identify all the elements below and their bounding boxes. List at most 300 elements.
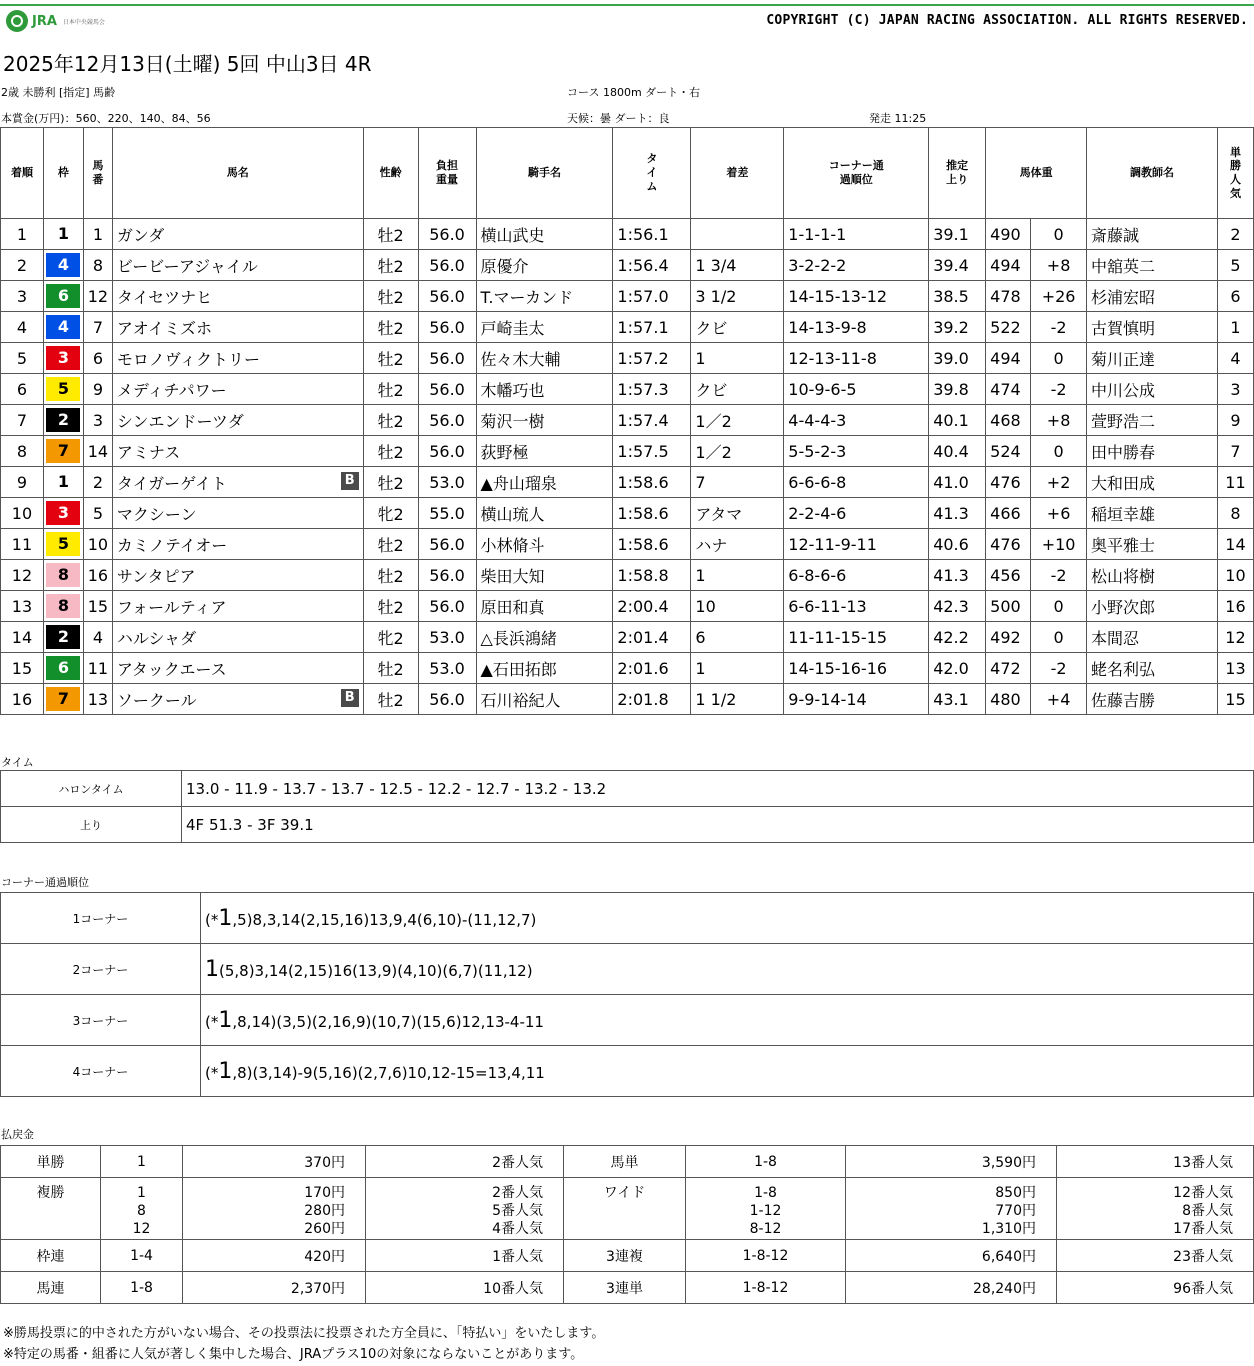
tansho-combo: 1 (101, 1146, 183, 1178)
sex-age: 牡2 (363, 312, 418, 343)
win-popularity: 11 (1217, 467, 1253, 498)
jockey-name[interactable]: 原田和真 (476, 591, 613, 622)
body-weight: 490 (986, 219, 1031, 250)
sanrentan-pop: 96番人気 (1057, 1272, 1254, 1304)
result-row (1, 219, 1254, 250)
sex-age: 牡2 (363, 467, 418, 498)
body-weight: 466 (986, 498, 1031, 529)
fukusho-combo: 8 (137, 1203, 146, 1219)
horse-name[interactable] (112, 219, 363, 250)
sanrenpuku-amount: 6,640円 (846, 1240, 1057, 1272)
body-weight: 468 (986, 405, 1031, 436)
jockey-name[interactable]: 横山武史 (476, 219, 613, 250)
horse-name[interactable] (112, 343, 363, 374)
wide-pop: 17番人気 (1173, 1221, 1233, 1237)
result-row (1, 498, 1254, 529)
win-popularity: 14 (1217, 529, 1253, 560)
page-header (0, 0, 1254, 36)
finish-time: 1:58.6 (613, 498, 691, 529)
horse-name-link[interactable]: ソークール (116, 690, 197, 710)
trainer-name[interactable]: 田中勝春 (1087, 436, 1218, 467)
horse-name-link[interactable]: メディチパワー (116, 380, 227, 400)
jockey-name[interactable]: ▲石田拓郎 (476, 653, 613, 684)
wide-combos (686, 1178, 846, 1240)
last-time-label: 上り (1, 807, 182, 843)
header-bodyweight: 馬体重 (986, 128, 1087, 219)
margin: 1 3/4 (691, 250, 784, 281)
margin: 6 (691, 622, 784, 653)
jockey-name[interactable]: 佐々木大輔 (476, 343, 613, 374)
sex-age: 牡2 (363, 281, 418, 312)
sanrenpuku-pop: 23番人気 (1057, 1240, 1254, 1272)
horse-name-link[interactable]: タイガーゲイト (116, 473, 227, 493)
finish-time: 1:58.6 (613, 467, 691, 498)
corner-label: 1コーナー (1, 893, 201, 944)
margin (691, 219, 784, 250)
fukusho-combos (101, 1178, 183, 1240)
finish-time: 1:57.4 (613, 405, 691, 436)
horse-name[interactable] (112, 405, 363, 436)
win-popularity: 8 (1217, 498, 1253, 529)
waku-badge: 2 (46, 625, 80, 649)
trainer-name[interactable]: 斎藤誠 (1087, 219, 1218, 250)
rank-cell: 15 (1, 653, 44, 684)
tansho-label: 単勝 (1, 1146, 101, 1178)
corner-order-rest: (5,8)3,14(2,15)16(13,9)(4,10)(6,7)(11,12) (219, 961, 533, 980)
fukusho-amount: 280円 (304, 1203, 345, 1219)
waku-cell (43, 219, 83, 250)
sex-age: 牡2 (363, 591, 418, 622)
horse-name-link[interactable]: モロノヴィクトリー (116, 349, 260, 369)
jockey-name[interactable]: 荻野極 (476, 436, 613, 467)
body-weight: 476 (986, 467, 1031, 498)
waku-cell (43, 622, 83, 653)
last-3f: 41.3 (929, 560, 986, 591)
waku-cell (43, 281, 83, 312)
body-weight-diff: 0 (1031, 343, 1087, 374)
jockey-name[interactable]: 柴田大知 (476, 560, 613, 591)
sex-age: 牡2 (363, 343, 418, 374)
logo-text: JRA (32, 13, 57, 29)
wide-pop: 12番人気 (1173, 1185, 1233, 1201)
sanrentan-amount: 28,240円 (846, 1272, 1057, 1304)
result-row (1, 343, 1254, 374)
result-row (1, 467, 1254, 498)
wide-combo: 1-8 (754, 1185, 777, 1201)
waku-badge: 6 (46, 284, 80, 308)
corner-order (201, 944, 1254, 995)
jockey-name[interactable]: 菊沢一樹 (476, 405, 613, 436)
corner-table (0, 892, 1254, 1097)
note-special-payout: ※勝馬投票に的中された方がいない場合、その投票法に投票された方全員に、「特払い」をいたします。 (3, 1326, 605, 1341)
umatan-label: 馬単 (564, 1146, 686, 1178)
margin: 1 1/2 (691, 684, 784, 715)
horse-name-link[interactable]: シンエンドーツダ (116, 411, 244, 431)
margin: 1 (691, 653, 784, 684)
result-row (1, 653, 1254, 684)
jockey-name[interactable]: 戸崎圭太 (476, 312, 613, 343)
sex-age: 牡2 (363, 653, 418, 684)
trainer-name[interactable]: 中舘英二 (1087, 250, 1218, 281)
umaban-cell: 11 (83, 653, 112, 684)
corner-order-rest: ,8,14)(3,5)(2,16,9)(10,7)(15,6)12,13-4-11 (232, 1012, 544, 1031)
body-weight: 492 (986, 622, 1031, 653)
finish-time: 1:57.5 (613, 436, 691, 467)
horse-name-link[interactable]: アタックエース (116, 659, 227, 679)
rank-cell: 10 (1, 498, 44, 529)
horse-name-link[interactable]: アオイミズホ (116, 318, 212, 338)
margin: クビ (691, 312, 784, 343)
corner-row (1, 893, 1254, 944)
finish-time: 1:58.6 (613, 529, 691, 560)
trainer-name[interactable]: 奥平雅士 (1087, 529, 1218, 560)
win-popularity: 6 (1217, 281, 1253, 312)
trainer-name[interactable]: 大和田成 (1087, 467, 1218, 498)
horse-name-link[interactable]: マクシーン (116, 504, 197, 524)
horse-name[interactable] (112, 498, 363, 529)
rank-cell: 16 (1, 684, 44, 715)
trainer-name[interactable]: 古賀慎明 (1087, 312, 1218, 343)
horse-name-link[interactable]: ガンダ (116, 225, 165, 245)
fukusho-amount: 170円 (304, 1185, 345, 1201)
sanrentan-combo: 1-8-12 (686, 1272, 846, 1304)
horse-name-link[interactable]: ビービーアジャイル (116, 256, 258, 276)
horse-name[interactable] (112, 436, 363, 467)
carried-weight: 56.0 (418, 591, 476, 622)
result-row (1, 281, 1254, 312)
umaban-cell: 16 (83, 560, 112, 591)
body-weight: 476 (986, 529, 1031, 560)
corner-positions: 6-6-6-8 (784, 467, 929, 498)
win-popularity: 4 (1217, 343, 1253, 374)
header-rule (0, 4, 1254, 6)
jra-logo[interactable] (6, 10, 105, 32)
waku-badge: 6 (46, 656, 80, 680)
corner-positions: 12-13-11-8 (784, 343, 929, 374)
win-popularity: 5 (1217, 250, 1253, 281)
rank-cell: 13 (1, 591, 44, 622)
last-3f: 40.6 (929, 529, 986, 560)
body-weight-diff: 0 (1031, 622, 1087, 653)
umaban-cell: 10 (83, 529, 112, 560)
corner-order-prefix: (* (205, 1063, 219, 1082)
race-condition: 2歳 未勝利 [指定] 馬齢 (1, 86, 116, 99)
race-title: 2025年12月13日(土曜) 5回 中山3日 4R (3, 52, 372, 76)
race-course: コース 1800m ダート・右 (567, 86, 701, 99)
finish-time: 1:57.1 (613, 312, 691, 343)
sex-age: 牡2 (363, 436, 418, 467)
waku-badge: 3 (46, 501, 80, 525)
result-row (1, 684, 1254, 715)
trainer-name[interactable]: 萱野浩二 (1087, 405, 1218, 436)
horse-name-link[interactable]: カミノテイオー (116, 535, 228, 555)
fukusho-amounts (183, 1178, 366, 1240)
blinker-icon: B (341, 689, 359, 707)
corner-label: 2コーナー (1, 944, 201, 995)
waku-badge: 1 (46, 470, 80, 494)
trainer-name[interactable]: 菊川正達 (1087, 343, 1218, 374)
corner-positions: 9-9-14-14 (784, 684, 929, 715)
rank-cell: 1 (1, 219, 44, 250)
fukusho-pop: 4番人気 (492, 1221, 543, 1237)
payout-row-umaren (1, 1272, 1254, 1304)
waku-cell (43, 374, 83, 405)
body-weight-diff: -2 (1031, 560, 1087, 591)
win-popularity: 10 (1217, 560, 1253, 591)
horse-name[interactable] (112, 560, 363, 591)
sex-age: 牡2 (363, 250, 418, 281)
umaren-pop: 10番人気 (366, 1272, 564, 1304)
corner-positions: 2-2-4-6 (784, 498, 929, 529)
carried-weight: 56.0 (418, 250, 476, 281)
results-table (0, 127, 1254, 715)
jockey-name[interactable]: 木幡巧也 (476, 374, 613, 405)
body-weight-diff: +8 (1031, 405, 1087, 436)
result-row (1, 560, 1254, 591)
trainer-name[interactable]: 小野次郎 (1087, 591, 1218, 622)
last-3f: 40.1 (929, 405, 986, 436)
corner-order-rest: ,8)(3,14)-9(5,16)(2,7,6)10,12-15=13,4,11 (232, 1063, 545, 1082)
finish-time: 1:57.3 (613, 374, 691, 405)
trainer-name[interactable]: 中川公成 (1087, 374, 1218, 405)
results-header-row (1, 128, 1254, 219)
corner-order-leader: 1 (218, 1058, 233, 1084)
body-weight: 494 (986, 343, 1031, 374)
horse-name[interactable] (112, 250, 363, 281)
waku-cell (43, 405, 83, 436)
carried-weight: 55.0 (418, 498, 476, 529)
last-time-row (1, 807, 1254, 843)
body-weight-diff: +10 (1031, 529, 1087, 560)
payout-table (0, 1145, 1254, 1304)
rank-cell: 4 (1, 312, 44, 343)
margin: クビ (691, 374, 784, 405)
header-rank: 着順 (1, 128, 44, 219)
jockey-name[interactable]: ▲舟山瑠泉 (476, 467, 613, 498)
jockey-name[interactable]: 原優介 (476, 250, 613, 281)
result-row (1, 374, 1254, 405)
corner-section-label: コーナー通過順位 (1, 876, 89, 889)
wide-combo: 1-12 (749, 1203, 782, 1219)
corner-positions: 6-8-6-6 (784, 560, 929, 591)
time-section-label: タイム (1, 756, 34, 769)
corner-row (1, 1046, 1254, 1097)
fukusho-pops (366, 1178, 564, 1240)
finish-time: 1:56.1 (613, 219, 691, 250)
waku-badge: 8 (46, 594, 80, 618)
waku-cell (43, 436, 83, 467)
waku-badge: 5 (46, 377, 80, 401)
rank-cell: 12 (1, 560, 44, 591)
finish-time: 2:01.6 (613, 653, 691, 684)
furlong-time-value: 13.0 - 11.9 - 13.7 - 13.7 - 12.5 - 12.2 - 12.7 - 13.2 - 13.2 (182, 771, 1254, 807)
finish-time: 1:58.8 (613, 560, 691, 591)
logo-subtext: 日本中央競馬会 (62, 18, 105, 26)
rank-cell: 5 (1, 343, 44, 374)
wakuren-label: 枠連 (1, 1240, 101, 1272)
header-weight: 負担重量 (418, 128, 476, 219)
horse-name[interactable] (112, 312, 363, 343)
jockey-name[interactable]: T.マーカンド (476, 281, 613, 312)
rank-cell: 14 (1, 622, 44, 653)
horse-name[interactable] (112, 622, 363, 653)
wide-amounts (846, 1178, 1057, 1240)
last-3f: 42.3 (929, 591, 986, 622)
sanrentan-label: 3連単 (564, 1272, 686, 1304)
time-table (0, 770, 1254, 843)
last-3f: 42.2 (929, 622, 986, 653)
jockey-name[interactable]: 石川裕紀人 (476, 684, 613, 715)
trainer-name[interactable]: 稲垣幸雄 (1087, 498, 1218, 529)
carried-weight: 56.0 (418, 436, 476, 467)
corner-positions: 11-11-15-15 (784, 622, 929, 653)
last-3f: 39.1 (929, 219, 986, 250)
corner-row (1, 944, 1254, 995)
corner-order (201, 995, 1254, 1046)
body-weight: 524 (986, 436, 1031, 467)
tansho-pop: 2番人気 (366, 1146, 564, 1178)
horse-name[interactable] (112, 529, 363, 560)
umatan-amount: 3,590円 (846, 1146, 1057, 1178)
last-3f: 39.8 (929, 374, 986, 405)
win-popularity: 13 (1217, 653, 1253, 684)
horse-name[interactable] (112, 374, 363, 405)
umaban-cell: 12 (83, 281, 112, 312)
horse-name-link[interactable]: フォールティア (116, 597, 227, 617)
win-popularity: 15 (1217, 684, 1253, 715)
note-jra-plus10: ※特定の馬番・組番に人気が著しく集中した場合、JRAプラス10の対象にならないことがあります。 (3, 1347, 584, 1362)
umaban-cell: 7 (83, 312, 112, 343)
corner-label: 3コーナー (1, 995, 201, 1046)
win-popularity: 9 (1217, 405, 1253, 436)
corner-order-prefix: (* (205, 910, 219, 929)
margin: 1 (691, 343, 784, 374)
umaban-cell: 4 (83, 622, 112, 653)
win-popularity: 7 (1217, 436, 1253, 467)
corner-order-leader: 1 (205, 956, 219, 982)
fukusho-label: 複勝 (1, 1178, 101, 1240)
umatan-pop: 13番人気 (1057, 1146, 1254, 1178)
trainer-name[interactable]: 杉浦宏昭 (1087, 281, 1218, 312)
body-weight-diff: -2 (1031, 312, 1087, 343)
trainer-name[interactable]: 松山将樹 (1087, 560, 1218, 591)
sex-age: 牡2 (363, 405, 418, 436)
corner-positions: 4-4-4-3 (784, 405, 929, 436)
body-weight-diff: +6 (1031, 498, 1087, 529)
body-weight: 500 (986, 591, 1031, 622)
horse-name[interactable] (112, 684, 363, 715)
corner-positions: 6-6-11-13 (784, 591, 929, 622)
jockey-name[interactable]: 横山琉人 (476, 498, 613, 529)
rank-cell: 2 (1, 250, 44, 281)
last-3f: 43.1 (929, 684, 986, 715)
trainer-name[interactable]: 佐藤吉勝 (1087, 684, 1218, 715)
body-weight: 494 (986, 250, 1031, 281)
horse-name-link[interactable]: アミナス (116, 442, 181, 462)
umatan-combo: 1-8 (686, 1146, 846, 1178)
finish-time: 2:01.4 (613, 622, 691, 653)
horse-name-link[interactable]: サンタピア (116, 566, 196, 586)
umaban-cell: 2 (83, 467, 112, 498)
horse-name[interactable] (112, 467, 363, 498)
wakuren-amount: 420円 (183, 1240, 366, 1272)
waku-badge: 4 (46, 253, 80, 277)
carried-weight: 53.0 (418, 467, 476, 498)
header-margin: 着差 (691, 128, 784, 219)
carried-weight: 56.0 (418, 343, 476, 374)
corner-positions: 12-11-9-11 (784, 529, 929, 560)
waku-badge: 7 (46, 439, 80, 463)
jockey-name[interactable]: 小林脩斗 (476, 529, 613, 560)
jockey-name[interactable]: △長浜鴻緒 (476, 622, 613, 653)
trainer-name[interactable]: 本間忍 (1087, 622, 1218, 653)
horse-name[interactable] (112, 653, 363, 684)
header-trainer: 調教師名 (1087, 128, 1218, 219)
margin: 1／2 (691, 436, 784, 467)
finish-time: 2:01.8 (613, 684, 691, 715)
corner-positions: 5-5-2-3 (784, 436, 929, 467)
fukusho-combo: 12 (132, 1221, 151, 1237)
header-waku: 枠 (43, 128, 83, 219)
carried-weight: 56.0 (418, 560, 476, 591)
wide-amount: 850円 (995, 1185, 1036, 1201)
waku-badge: 3 (46, 346, 80, 370)
finish-time: 1:57.2 (613, 343, 691, 374)
body-weight-diff: 0 (1031, 219, 1087, 250)
sex-age: 牡2 (363, 684, 418, 715)
carried-weight: 56.0 (418, 219, 476, 250)
umaren-amount: 2,370円 (183, 1272, 366, 1304)
header-umaban: 馬番 (83, 128, 112, 219)
header-pop: 単勝人気 (1217, 128, 1253, 219)
carried-weight: 56.0 (418, 312, 476, 343)
horse-name-link[interactable]: ハルシャダ (116, 628, 197, 648)
body-weight: 478 (986, 281, 1031, 312)
umaban-cell: 6 (83, 343, 112, 374)
result-row (1, 529, 1254, 560)
waku-cell (43, 498, 83, 529)
last-3f: 39.4 (929, 250, 986, 281)
fukusho-pop: 2番人気 (492, 1185, 543, 1201)
result-row (1, 312, 1254, 343)
wakuren-pop: 1番人気 (366, 1240, 564, 1272)
body-weight-diff: 0 (1031, 591, 1087, 622)
margin: 1／2 (691, 405, 784, 436)
wide-combo: 8-12 (749, 1221, 782, 1237)
win-popularity: 12 (1217, 622, 1253, 653)
body-weight-diff: +2 (1031, 467, 1087, 498)
win-popularity: 16 (1217, 591, 1253, 622)
margin: 3 1/2 (691, 281, 784, 312)
wide-pop: 8番人気 (1182, 1203, 1233, 1219)
header-last3f: 推定上り (929, 128, 986, 219)
corner-order-rest: ,5)8,3,14(2,15,16)13,9,4(6,10)-(11,12,7) (232, 910, 537, 929)
carried-weight: 53.0 (418, 653, 476, 684)
last-3f: 42.0 (929, 653, 986, 684)
last-time-value: 4F 51.3 - 3F 39.1 (182, 807, 1254, 843)
header-horse: 馬名 (112, 128, 363, 219)
payout-section-label: 払戻金 (1, 1128, 34, 1141)
horse-name[interactable] (112, 281, 363, 312)
rank-cell: 3 (1, 281, 44, 312)
sex-age: 牝2 (363, 498, 418, 529)
furlong-time-label: ハロンタイム (1, 771, 182, 807)
horse-name-link[interactable]: タイセツナヒ (116, 287, 213, 307)
body-weight: 522 (986, 312, 1031, 343)
umaban-cell: 15 (83, 591, 112, 622)
horse-name[interactable] (112, 591, 363, 622)
trainer-name[interactable]: 蛯名利弘 (1087, 653, 1218, 684)
